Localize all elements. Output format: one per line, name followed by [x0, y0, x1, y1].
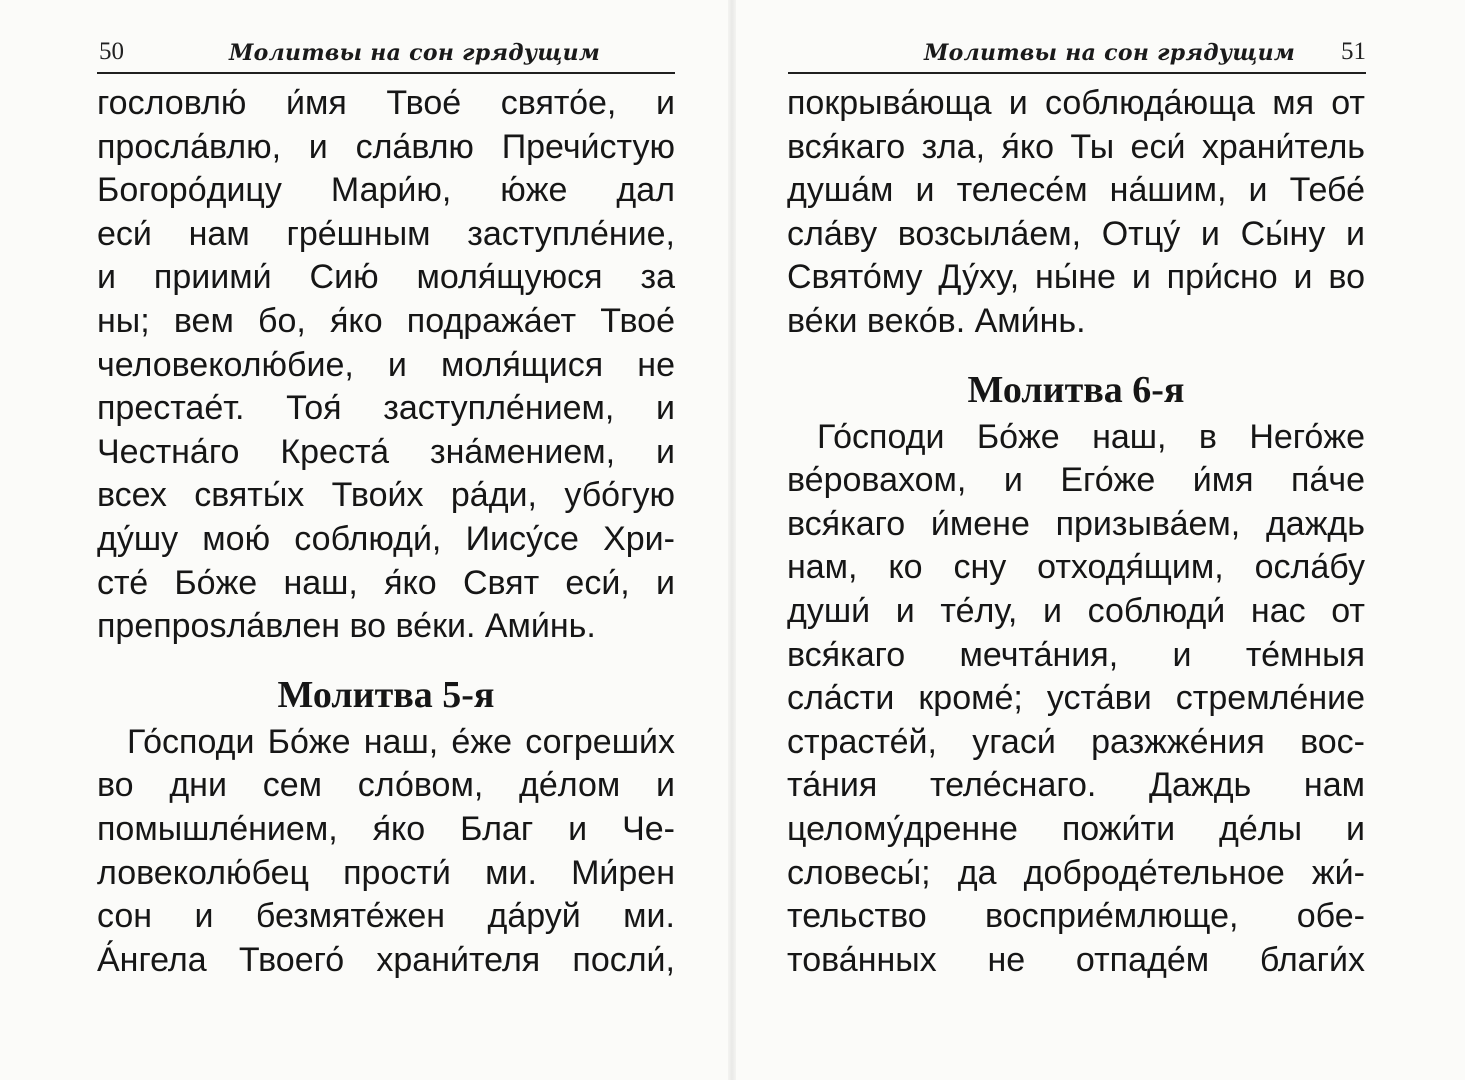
section-gap — [787, 344, 1365, 360]
text-line: душа́м и телесе́м на́шим, и Тебе́ — [787, 171, 1365, 210]
text-line: гословлю́ и́мя Твое́ свято́е, и — [97, 84, 675, 122]
text-line: целому́дренне пожи́ти де́лы и — [787, 809, 1365, 848]
left-running-title: Молитвы на сон грядущим — [229, 40, 601, 66]
left-page-number: 50 — [99, 38, 124, 65]
text-line: та́ния теле́снаго. Даждь нам — [787, 766, 1365, 805]
text-line: и приими́ Сию́ моля́щуюся за — [97, 258, 675, 297]
text-line: Богоро́дицу Мари́ю, ю́же дал — [97, 171, 675, 210]
text-line: помышле́нием, я́ко Благ и Че- — [97, 809, 675, 848]
text-line: ны; вем бо, я́ко подража́ет Твое́ — [97, 301, 675, 340]
text-line: вся́каго и́мене призыва́ем, даждь — [787, 504, 1365, 543]
text-line: препрosла́влен во ве́ки. Ами́нь. — [97, 607, 596, 646]
right-page-header — [788, 26, 1366, 74]
text-line: души́ и те́лу, и соблюди́ нас от — [787, 591, 1365, 630]
text-line: Честна́го Креста́ зна́мением, и — [97, 432, 675, 471]
text-line: сте́ Бо́же наш, я́ко Свят еси́, и — [97, 563, 675, 602]
text-line: А́нгела Твоего́ храни́теля посли́, — [97, 940, 675, 979]
left-page-header — [97, 26, 675, 74]
text-line: страсте́й, угаси́ разжже́ния вос- — [787, 722, 1365, 761]
text-line: вся́каго мечта́ния, и те́мныя — [787, 635, 1365, 674]
text-line: во дни сем сло́вом, де́лом и — [97, 766, 675, 805]
text-line: тельство восприе́млюще, обе- — [787, 897, 1365, 936]
text-line: словесы́; да доброде́тельное жи́- — [787, 853, 1365, 892]
text-line: Го́споди Бо́же наш, е́же согреши́х — [127, 722, 675, 761]
text-line: сла́ву возсыла́ем, Отцу́ и Сы́ну и — [787, 214, 1365, 253]
text-line: ду́шу мою́ соблюди́, Иису́се Хри- — [97, 519, 675, 558]
text-line: просла́влю, и сла́влю Пречи́стую — [97, 127, 675, 166]
text-line: покрыва́юща и соблюда́юща мя от — [787, 84, 1365, 122]
text-line: ловеколю́бец прости́ ми. Ми́рен — [97, 853, 675, 892]
prayer-heading-6: Молитва 6-я — [967, 368, 1185, 411]
prayer-heading-5: Молитва 5-я — [277, 673, 495, 716]
text-line: еси́ нам гре́шным заступле́ние, — [97, 214, 675, 253]
right-running-title: Молитвы на сон грядущим — [924, 40, 1296, 66]
text-line: ве́ровахом, и Его́же и́мя па́че — [787, 461, 1365, 500]
left-page-text — [97, 82, 675, 982]
text-line: всех святы́х Твои́х ра́ди, убо́гую — [97, 476, 675, 515]
text-line: Свято́му Ду́ху, ны́не и при́сно и во — [787, 258, 1365, 297]
text-line: престае́т. Тоя́ заступле́нием, и — [97, 389, 675, 428]
text-line: человеколю́бие, и моля́щися не — [97, 345, 675, 384]
text-line: сон и безмяте́жен да́руй ми. — [97, 897, 675, 936]
text-line: това́нных не отпаде́м благи́х — [787, 940, 1365, 979]
text-line: нам, ко сну отходя́щим, осла́бу — [787, 548, 1365, 587]
text-line: вся́каго зла, я́ко Ты еси́ храни́тель — [787, 127, 1365, 166]
right-page-number: 51 — [1341, 38, 1366, 65]
text-line: Го́споди Бо́же наш, в Него́же — [817, 417, 1365, 456]
section-gap — [97, 649, 675, 665]
text-line: сла́сти кроме́; уста́ви стремле́ние — [787, 679, 1365, 718]
text-line: ве́ки веко́в. Ами́нь. — [787, 301, 1086, 340]
right-page-text — [787, 82, 1365, 982]
